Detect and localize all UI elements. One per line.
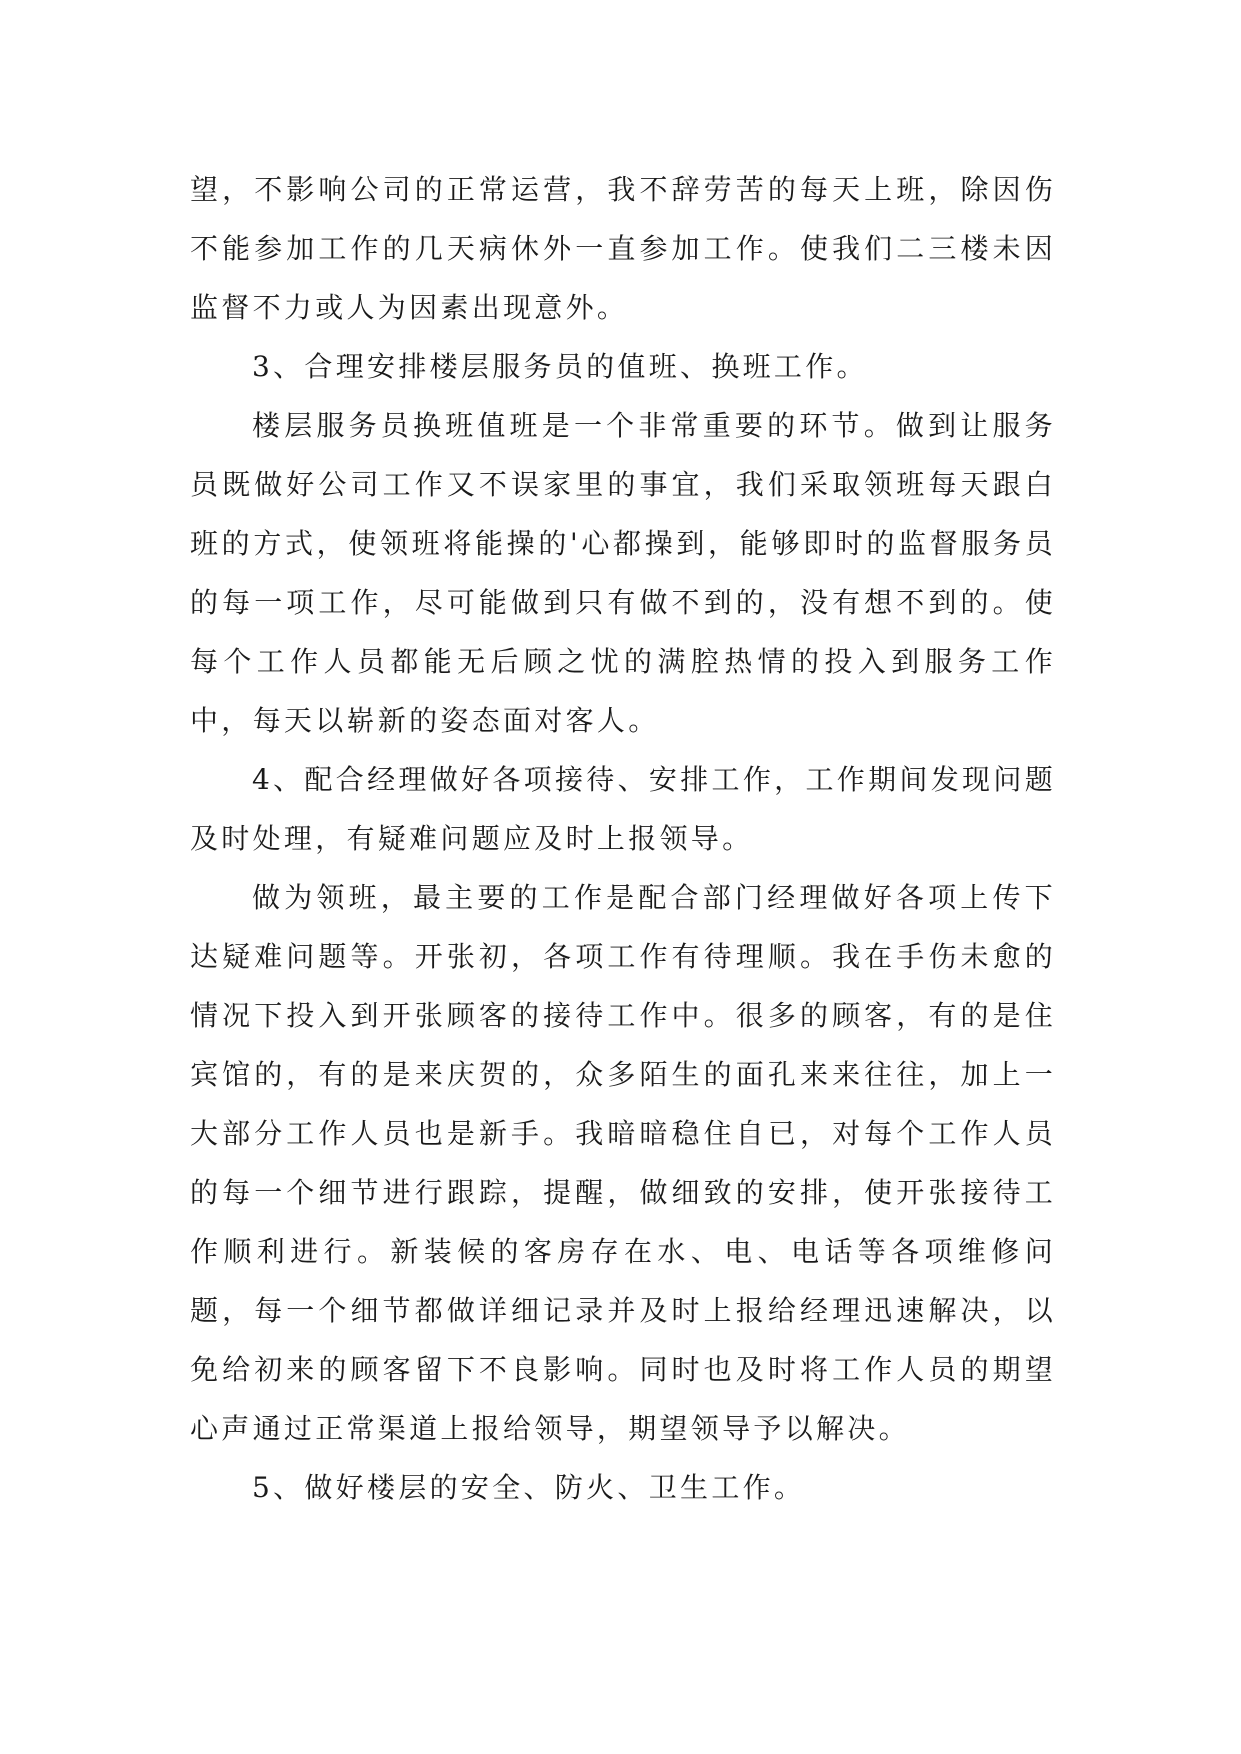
paragraph-item-3-body: 楼层服务员换班值班是一个非常重要的环节。做到让服务员既做好公司工作又不误家里的事宜，我们采取领班每天跟白班的方式，使领班将能操的'心都操到，能够即时的监督服务员的每一项工作，尽可能做到只有做不到的，没有想不到的。使每个工作人员都能无后顾之忧的满腔热情的投入到服务工作中，每天以崭新的姿态面对客人。 bbox=[190, 409, 1056, 737]
paragraph-continuation: 望，不影响公司的正常运营，我不辞劳苦的每天上班，除因伤不能参加工作的几天病休外一直参加工作。使我们二三楼未因监督不力或人为因素出现意外。 bbox=[190, 173, 1056, 324]
paragraph-item-4-heading: 4、配合经理做好各项接待、安排工作，工作期间发现问题及时处理，有疑难问题应及时上报领导。 bbox=[190, 763, 1056, 855]
paragraph-item-4-body: 做为领班，最主要的工作是配合部门经理做好各项上传下达疑难问题等。开张初，各项工作有待理顺。我在手伤未愈的情况下投入到开张顾客的接待工作中。很多的顾客，有的是住宾馆的，有的是来庆贺的，众多陌生的面孔来来往往，加上一大部分工作人员也是新手。我暗暗稳住自已，对每个工作人员的每一个细节进行跟踪，提醒，做细致的安排，使开张接待工作顺利进行。新装候的客房存在水、电、电话等各项维修问题，每一个细节都做详细记录并及时上报给经理迅速解决，以免给初来的顾客留下不良影响。同时也及时将工作人员的期望心声通过正常渠道上报给领导，期望领导予以解决。 bbox=[190, 881, 1056, 1445]
paragraph-item-3-heading: 3、合理安排楼层服务员的值班、换班工作。 bbox=[252, 350, 868, 383]
document-body bbox=[190, 160, 1056, 1517]
paragraph-item-5-heading: 5、做好楼层的安全、防火、卫生工作。 bbox=[252, 1471, 806, 1504]
